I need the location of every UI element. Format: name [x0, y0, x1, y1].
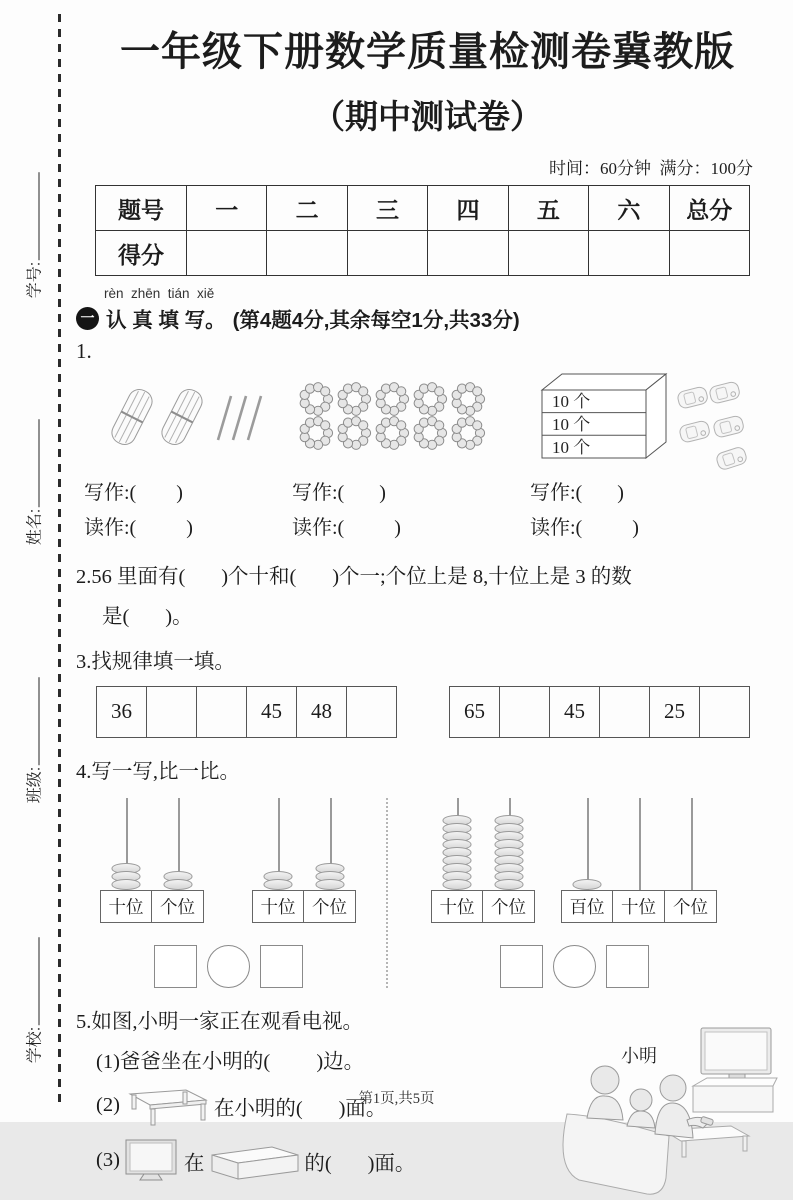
abacus-column: [152, 798, 204, 923]
compare-circle: [553, 945, 596, 988]
q1-write-read-labels: [84, 476, 785, 546]
svg-text:10 个: 10 个: [552, 392, 591, 411]
score-empty-cell: [347, 231, 427, 276]
seq-cell: 36: [97, 686, 147, 737]
q4-label: 4.写一写,比一比。: [76, 760, 240, 783]
school-label: 学校:: [26, 1026, 44, 1064]
seal-dashed-line: [58, 14, 61, 1108]
bead-ring-icon: [450, 417, 486, 449]
time-score-info: 时间：60分钟 满分：100分: [549, 159, 753, 178]
score-header-cell: 二: [267, 186, 347, 231]
svg-text:10 个: 10 个: [552, 415, 591, 434]
seq-cell: 45: [247, 686, 297, 737]
class-label: 班级:: [26, 766, 44, 804]
write-as-blank: 写作:( ): [530, 482, 624, 504]
seq-cell: 45: [550, 686, 600, 737]
section-heading: [76, 303, 785, 333]
read-as-blank: 读作:( ): [292, 517, 401, 539]
seq-cell: [347, 686, 397, 737]
page-footer: 第1页,共5页: [358, 1091, 435, 1107]
school-blank: [25, 937, 40, 1025]
student-id-field: [22, 172, 45, 298]
class-blank: [25, 677, 40, 765]
place-value-label: 个位: [304, 890, 356, 923]
bead-rings-image: [298, 383, 488, 449]
bead-ring-icon: [374, 383, 410, 415]
bead-ring-icon: [336, 383, 372, 415]
q5-line-1: (1)爸爸坐在小明的( )边。: [96, 1050, 365, 1073]
svg-text:10 个: 10 个: [552, 438, 591, 457]
xiaoming-label: 小明: [621, 1045, 657, 1066]
abacus-column: [431, 798, 483, 923]
score-table-score-row: [96, 231, 750, 276]
student-id-blank: [25, 172, 40, 260]
section-pinyin: rèn zhēn tián xiě: [104, 286, 215, 301]
page-subtitle: （期中测试卷）: [312, 100, 543, 136]
place-value-label: 个位: [483, 890, 535, 923]
score-header-cell: 四: [428, 186, 508, 231]
section-title: 认 真 填 写。: [106, 309, 226, 332]
place-value-label: 百位: [561, 890, 613, 923]
compare-box: [500, 945, 543, 988]
q5-label: 5.如图,小明一家正在观看电视。: [76, 1010, 363, 1033]
write-as-blank: 写作:( ): [292, 482, 386, 504]
name-label: 姓名:: [26, 508, 44, 546]
abacus-column: [665, 798, 717, 923]
question-2: [76, 558, 785, 638]
bead-ring-icon: [336, 417, 372, 449]
name-field: [22, 419, 45, 545]
score-empty-cell: [428, 231, 508, 276]
score-header-cell: 总分: [669, 186, 749, 231]
score-table-header-row: [96, 186, 750, 231]
compare-row: [500, 945, 649, 988]
q5-line-2-prefix: (2): [96, 1094, 120, 1117]
seq-cell: 25: [650, 686, 700, 737]
compare-box: [260, 945, 303, 988]
score-empty-cell: [669, 231, 749, 276]
q5-line-3-mid: 在: [183, 1152, 205, 1175]
seq-cell: 65: [450, 686, 500, 737]
place-value-label: 个位: [152, 890, 204, 923]
q5-line-3-prefix: (3): [96, 1149, 120, 1172]
bead-ring-icon: [412, 417, 448, 449]
read-as-blank: 读作:( ): [84, 517, 193, 539]
seq-cell: [600, 686, 650, 737]
q3-sequence-table-2: [449, 686, 750, 738]
place-value-label: 十位: [100, 890, 152, 923]
tv-icon: [124, 1138, 180, 1184]
section-note: (第4题4分,其余每空1分,共33分): [232, 309, 520, 332]
place-value-label: 十位: [252, 890, 304, 923]
read-as-blank: 读作:( ): [530, 517, 639, 539]
main-content: [70, 0, 785, 1184]
abacus-32: [100, 798, 204, 923]
score-empty-cell: [267, 231, 347, 276]
cabinet-icon: [208, 1141, 300, 1181]
seq-cell: [700, 686, 750, 737]
seq-cell: [147, 686, 197, 737]
q3-label: 3.找规律填一填。: [76, 650, 235, 673]
abacus-column: [483, 798, 535, 923]
compare-box: [606, 945, 649, 988]
bead-ring-icon: [450, 383, 486, 415]
write-as-blank: 写作:( ): [84, 482, 183, 504]
compare-circle: [207, 945, 250, 988]
abacus-column: [613, 798, 665, 923]
sticks-image: [94, 372, 266, 460]
page-title: 一年级下册数学质量检测卷冀教版: [120, 29, 735, 74]
abacus-99: [431, 798, 535, 923]
q5-line-2-suffix: 在小明的( )面。: [213, 1097, 387, 1120]
name-blank: [25, 419, 40, 507]
score-header-cell: 三: [347, 186, 427, 231]
q4-right-half: [386, 798, 760, 988]
abacus-23: [252, 798, 356, 923]
score-table: [95, 185, 750, 276]
score-header-cell: 题号: [96, 186, 187, 231]
abacus-column: [100, 798, 152, 923]
score-header-cell: 一: [187, 186, 267, 231]
q1-number: 1.: [76, 339, 92, 363]
seq-cell: [197, 686, 247, 737]
q1-item-2: [292, 476, 530, 546]
bead-ring-icon: [298, 417, 334, 449]
abacus-column: [252, 798, 304, 923]
q2-line-2: 是( )。: [102, 605, 193, 628]
seq-cell: [500, 686, 550, 737]
bead-ring-icon: [412, 383, 448, 415]
abacus-column: [304, 798, 356, 923]
score-empty-cell: [589, 231, 669, 276]
score-label-cell: 得分: [96, 231, 187, 276]
school-field: [22, 937, 45, 1063]
compare-box: [154, 945, 197, 988]
q3-sequence-table-1: [96, 686, 397, 738]
q5-line-3-suffix: 的( )面。: [304, 1152, 416, 1175]
abacus-column: [561, 798, 613, 923]
student-id-label: 学号:: [26, 261, 44, 299]
class-field: [22, 677, 45, 803]
ten-boxes-and-sharpeners-image: [536, 366, 746, 466]
compare-row: [154, 945, 303, 988]
place-value-label: 个位: [665, 890, 717, 923]
q1-item-1: [84, 476, 292, 546]
q3-sequences: [96, 686, 785, 738]
seq-cell: 48: [297, 686, 347, 737]
score-empty-cell: [187, 231, 267, 276]
q4-left-half: [70, 798, 386, 988]
bead-ring-icon: [374, 417, 410, 449]
family-watching-tv-image: [551, 1018, 779, 1200]
score-header-cell: 五: [508, 186, 588, 231]
abacus-100: [561, 798, 717, 923]
score-header-cell: 六: [589, 186, 669, 231]
score-empty-cell: [508, 231, 588, 276]
question-4: [70, 798, 785, 988]
bead-ring-icon: [298, 383, 334, 415]
place-value-label: 十位: [431, 890, 483, 923]
q2-line-1: 2.56 里面有( )个十和( )个一;个位上是 8,十位上是 3 的数: [76, 566, 632, 588]
section-number-badge: 一: [76, 307, 99, 330]
q1-item-3: [530, 476, 785, 546]
q1-images: [94, 366, 785, 466]
place-value-label: 十位: [613, 890, 665, 923]
